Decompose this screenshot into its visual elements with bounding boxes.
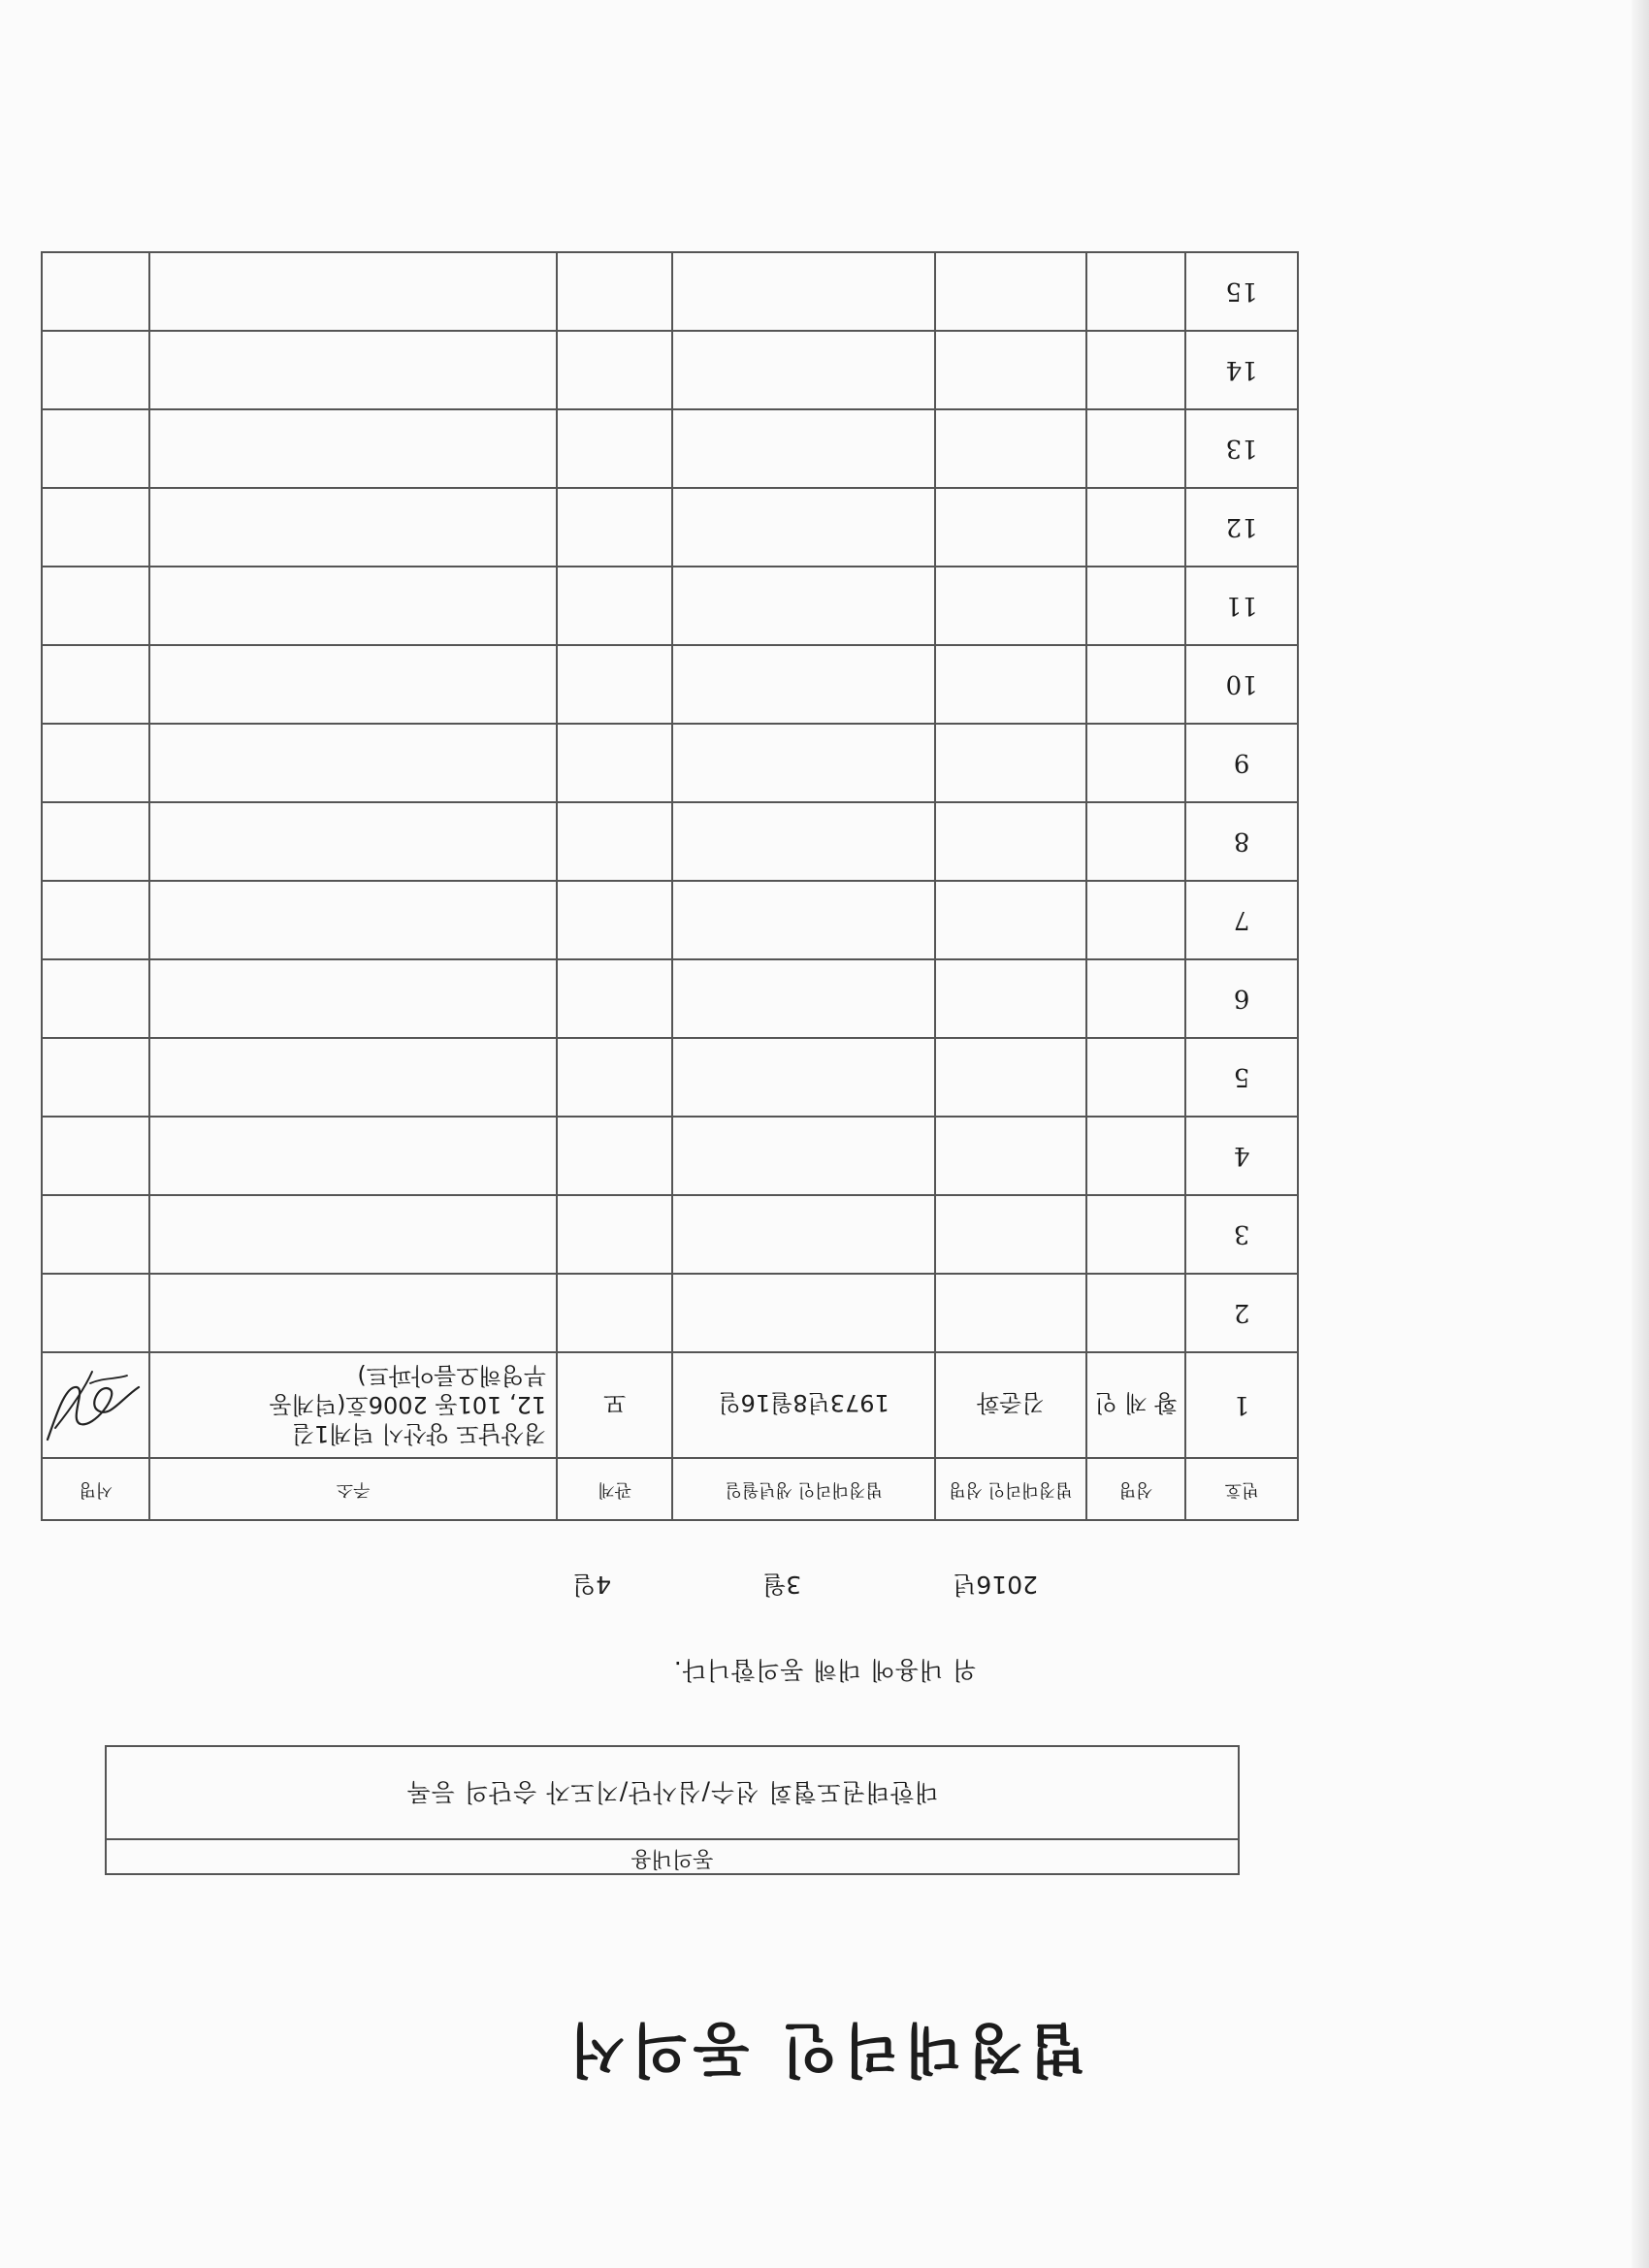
table-row xyxy=(42,567,1298,645)
cell-signature xyxy=(42,252,149,331)
table-row xyxy=(42,331,1298,409)
cell-address xyxy=(149,645,557,724)
cell-guardian-birth xyxy=(672,881,935,959)
cell-signature xyxy=(42,959,149,1038)
cell-number: 5 xyxy=(1185,1038,1298,1117)
table-row xyxy=(42,1352,1298,1458)
cell-signature xyxy=(42,488,149,567)
cell-guardian-name xyxy=(935,567,1086,645)
cell-number: 2 xyxy=(1185,1274,1298,1352)
header-signature: 서명 xyxy=(42,1458,149,1520)
cell-guardian-birth xyxy=(672,1195,935,1274)
cell-address xyxy=(149,409,557,488)
cell-name xyxy=(1086,1117,1185,1195)
header-name: 성명 xyxy=(1086,1458,1185,1520)
cell-address xyxy=(149,1274,557,1352)
cell-guardian-birth xyxy=(672,1117,935,1195)
cell-number: 11 xyxy=(1185,567,1298,645)
cell-guardian-name xyxy=(935,1038,1086,1117)
paper-edge xyxy=(1632,0,1649,2268)
cell-number: 7 xyxy=(1185,881,1298,959)
cell-signature xyxy=(42,1352,149,1458)
cell-guardian-name xyxy=(935,881,1086,959)
header-number: 번호 xyxy=(1185,1458,1298,1520)
cell-address xyxy=(149,567,557,645)
table-row xyxy=(42,488,1298,567)
cell-signature xyxy=(42,331,149,409)
table-row xyxy=(42,724,1298,802)
cell-name: 황 제 인 xyxy=(1086,1352,1185,1458)
cell-name xyxy=(1086,488,1185,567)
cell-number: 9 xyxy=(1185,724,1298,802)
cell-relation xyxy=(557,959,672,1038)
table-row xyxy=(42,959,1298,1038)
date-year: 2016년 xyxy=(953,1571,1038,1599)
cell-guardian-birth xyxy=(672,409,935,488)
cell-name xyxy=(1086,252,1185,331)
header-relation: 관계 xyxy=(557,1458,672,1520)
document-title: 법정대리인 동의서 xyxy=(563,2015,1086,2083)
address-line: 12, 101동 2006호(덕계동 xyxy=(269,1391,547,1419)
cell-signature xyxy=(42,881,149,959)
cell-relation xyxy=(557,1038,672,1117)
table-row xyxy=(42,1195,1298,1274)
cell-name xyxy=(1086,724,1185,802)
table-row xyxy=(42,1274,1298,1352)
cell-guardian-name xyxy=(935,1195,1086,1274)
cell-relation xyxy=(557,1274,672,1352)
cell-name xyxy=(1086,567,1185,645)
cell-signature xyxy=(42,567,149,645)
consent-text: 대한태권도협회 선수/심사단/지도자 승단의 등록 xyxy=(405,1778,939,1806)
cell-address xyxy=(149,1038,557,1117)
cell-number: 4 xyxy=(1185,1117,1298,1195)
consent-heading: 동의내용 xyxy=(107,1838,1238,1873)
cell-relation xyxy=(557,488,672,567)
consent-box xyxy=(105,1745,1240,1875)
table-row xyxy=(42,1117,1298,1195)
cell-guardian-name: 김준화 xyxy=(935,1352,1086,1458)
table-row xyxy=(42,409,1298,488)
cell-name xyxy=(1086,959,1185,1038)
cell-name xyxy=(1086,881,1185,959)
cell-name xyxy=(1086,1038,1185,1117)
cell-name xyxy=(1086,1195,1185,1274)
table-row xyxy=(42,1038,1298,1117)
cell-guardian-name xyxy=(935,252,1086,331)
cell-address xyxy=(149,1117,557,1195)
cell-signature xyxy=(42,1274,149,1352)
date-month: 3월 xyxy=(762,1571,802,1599)
address-line: 부영해오름아파트) xyxy=(357,1362,547,1390)
cell-relation xyxy=(557,1195,672,1274)
cell-guardian-birth xyxy=(672,959,935,1038)
agreement-statement: 위 내용에 대해 동의합니다. xyxy=(672,1656,977,1684)
cell-guardian-birth xyxy=(672,1274,935,1352)
table-header-row xyxy=(42,1458,1298,1520)
cell-relation xyxy=(557,409,672,488)
cell-relation xyxy=(557,331,672,409)
cell-number: 3 xyxy=(1185,1195,1298,1274)
cell-guardian-birth xyxy=(672,567,935,645)
cell-guardian-name xyxy=(935,724,1086,802)
cell-guardian-name xyxy=(935,488,1086,567)
table-row xyxy=(42,252,1298,331)
cell-guardian-birth xyxy=(672,724,935,802)
cell-name xyxy=(1086,1274,1185,1352)
cell-number: 14 xyxy=(1185,331,1298,409)
cell-number: 6 xyxy=(1185,959,1298,1038)
cell-number: 12 xyxy=(1185,488,1298,567)
cell-guardian-birth xyxy=(672,488,935,567)
cell-address xyxy=(149,331,557,409)
cell-address xyxy=(149,959,557,1038)
cell-guardian-name xyxy=(935,959,1086,1038)
cell-address xyxy=(149,252,557,331)
cell-relation xyxy=(557,1117,672,1195)
cell-address xyxy=(149,724,557,802)
cell-address xyxy=(149,1195,557,1274)
cell-guardian-name xyxy=(935,645,1086,724)
cell-number: 15 xyxy=(1185,252,1298,331)
table-row xyxy=(42,645,1298,724)
cell-guardian-name xyxy=(935,1117,1086,1195)
header-guardian-birth: 법정대리인 생년월일 xyxy=(672,1458,935,1520)
cell-name xyxy=(1086,409,1185,488)
handwritten-signature xyxy=(32,1360,148,1457)
cell-name xyxy=(1086,802,1185,881)
cell-signature xyxy=(42,1195,149,1274)
cell-signature xyxy=(42,645,149,724)
cell-guardian-birth xyxy=(672,252,935,331)
guardian-table xyxy=(41,251,1299,1521)
cell-guardian-name xyxy=(935,331,1086,409)
cell-signature xyxy=(42,724,149,802)
cell-relation xyxy=(557,802,672,881)
cell-address xyxy=(149,1352,557,1458)
cell-signature xyxy=(42,1038,149,1117)
cell-number: 1 xyxy=(1185,1352,1298,1458)
cell-guardian-birth xyxy=(672,802,935,881)
cell-guardian-name xyxy=(935,409,1086,488)
cell-signature xyxy=(42,409,149,488)
cell-relation: 모 xyxy=(557,1352,672,1458)
cell-number: 10 xyxy=(1185,645,1298,724)
cell-address xyxy=(149,881,557,959)
cell-guardian-birth xyxy=(672,1038,935,1117)
cell-address xyxy=(149,802,557,881)
cell-name xyxy=(1086,645,1185,724)
cell-guardian-name xyxy=(935,1274,1086,1352)
header-guardian-name: 법정대리인 성명 xyxy=(935,1458,1086,1520)
cell-number: 13 xyxy=(1185,409,1298,488)
cell-name xyxy=(1086,331,1185,409)
cell-guardian-birth xyxy=(672,645,935,724)
cell-relation xyxy=(557,252,672,331)
cell-relation xyxy=(557,567,672,645)
date-line xyxy=(572,1569,1038,1604)
cell-address xyxy=(149,488,557,567)
table-row xyxy=(42,802,1298,881)
header-address: 주소 xyxy=(149,1458,557,1520)
cell-relation xyxy=(557,724,672,802)
table-row xyxy=(42,881,1298,959)
cell-relation xyxy=(557,881,672,959)
cell-guardian-birth: 1973년8월16일 xyxy=(672,1352,935,1458)
address-line: 경상남도 양산시 덕계1길 xyxy=(291,1420,547,1448)
cell-number: 8 xyxy=(1185,802,1298,881)
cell-signature xyxy=(42,1117,149,1195)
cell-guardian-birth xyxy=(672,331,935,409)
date-day: 4일 xyxy=(572,1571,612,1599)
cell-guardian-name xyxy=(935,802,1086,881)
cell-relation xyxy=(557,645,672,724)
cell-signature xyxy=(42,802,149,881)
